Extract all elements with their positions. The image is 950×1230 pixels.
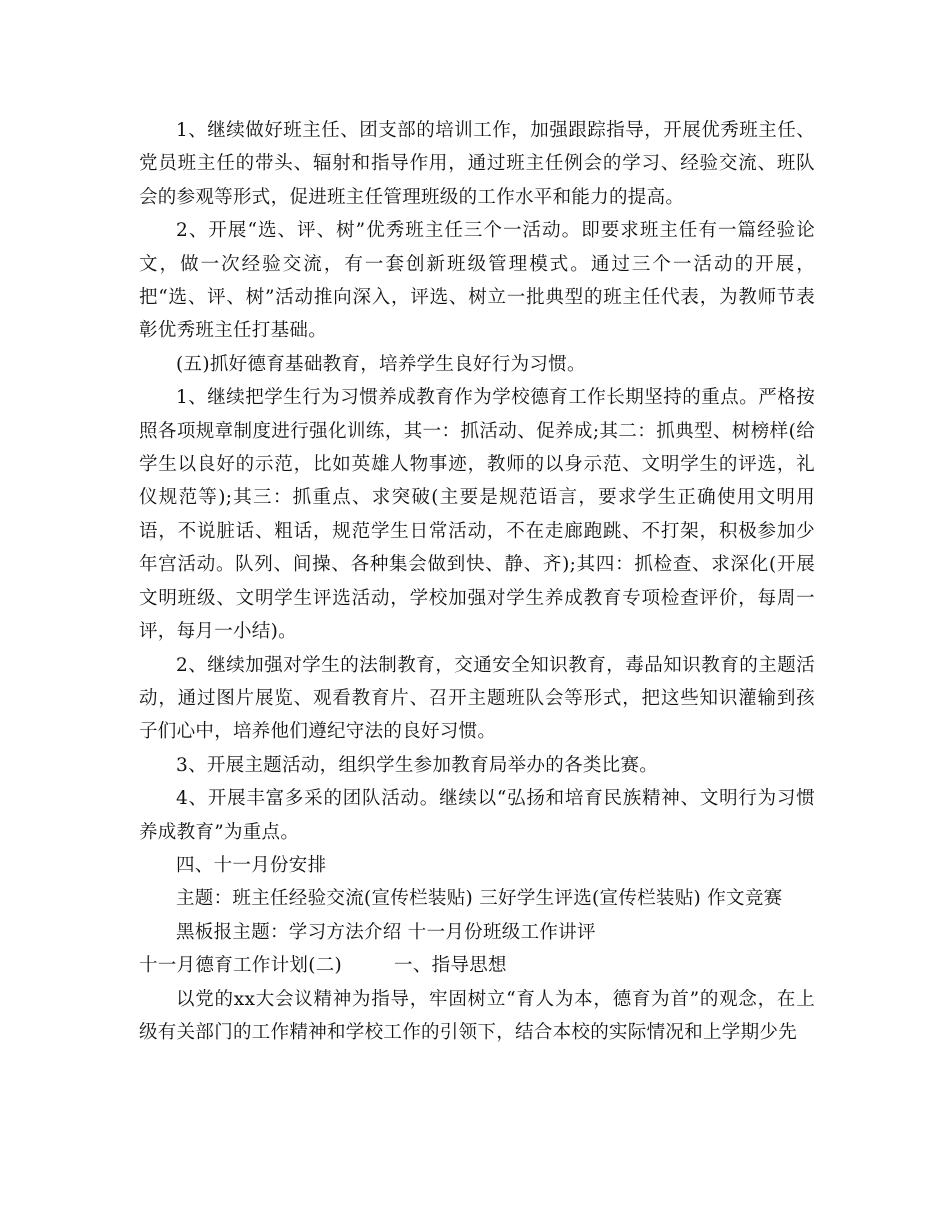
intro-paragraph: 以党的xx大会议精神为指导，牢固树立“育人为本，德育为首”的观念，在上级有关部门的工作精神和学校工作的引领下，结合本校的实际情况和上学期少先 (139, 988, 815, 1043)
paragraph-2: 2、开展“选、评、树”优秀班主任三个一活动。即要求班主任有一篇经验论文，做一次经验交流，有一套创新班级管理模式。通过三个一活动的开展，把“选、评、树”活动推向深入，评选、树立一批典型的班主任代表，为教师节表彰优秀班主任打基础。 (139, 220, 815, 342)
section-title: 十一月德育工作计划(二) (139, 955, 343, 977)
paragraph-8: 四、十一月份安排 (176, 854, 327, 876)
paragraph-4: 1、继续把学生行为习惯养成教育作为学校德育工作长期坚持的重点。严格按照各项规章制度进行强化训练，其一：抓活动、促养成;其二：抓典型、树榜样(给学生以良好的示范，比如英雄人物事迹，教师的以身示范、文明学生的评选，礼仪规范等);其三：抓重点、求突破(主要是规范语言，要求学生正确使用文明用语，不说脏话、粗话，规范学生日常活动，不在走廊跑跳、不打架，积极参加少年宫活动。队列、间操、各种集会做到快、静、齐);其四：抓检查、求深化(开展文明班级、文明学生评选活动，学校加强对学生养成教育专项检查评价，每周一评，每月一小结)。 (139, 387, 815, 643)
paragraph-5: 2、继续加强对学生的法制教育，交通安全知识教育，毒品知识教育的主题活动，通过图片展览、观看教育片、召开主题班队会等形式，把这些知识灌输到孩子们心中，培养他们遵纪守法的良好习惯。 (139, 654, 815, 743)
paragraph-3: (五)抓好德育基础教育，培养学生良好行为习惯。 (176, 353, 586, 375)
document-body (139, 114, 815, 1049)
paragraph-1: 1、继续做好班主任、团支部的培训工作，加强跟踪指导，开展优秀班主任、党员班主任的带头、辐射和指导作用，通过班主任例会的学习、经验交流、班队会的参观等形式，促进班主任管理班级的工作水平和能力的提高。 (139, 120, 815, 208)
paragraph-7: 4、开展丰富多采的团队活动。继续以“弘扬和培育民族精神、文明行为习惯养成教育”为重点。 (139, 788, 815, 843)
paragraph-10: 黑板报主题：学习方法介绍 十一月份班级工作讲评 (176, 921, 596, 943)
paragraph-6: 3、开展主题活动，组织学生参加教育局举办的各类比赛。 (176, 754, 659, 776)
section-title-line (139, 949, 815, 982)
paragraph-9: 主题：班主任经验交流(宣传栏装贴) 三好学生评选(宣传栏装贴) 作文竞赛 (176, 888, 783, 910)
section-heading: 一、指导思想 (394, 955, 507, 977)
